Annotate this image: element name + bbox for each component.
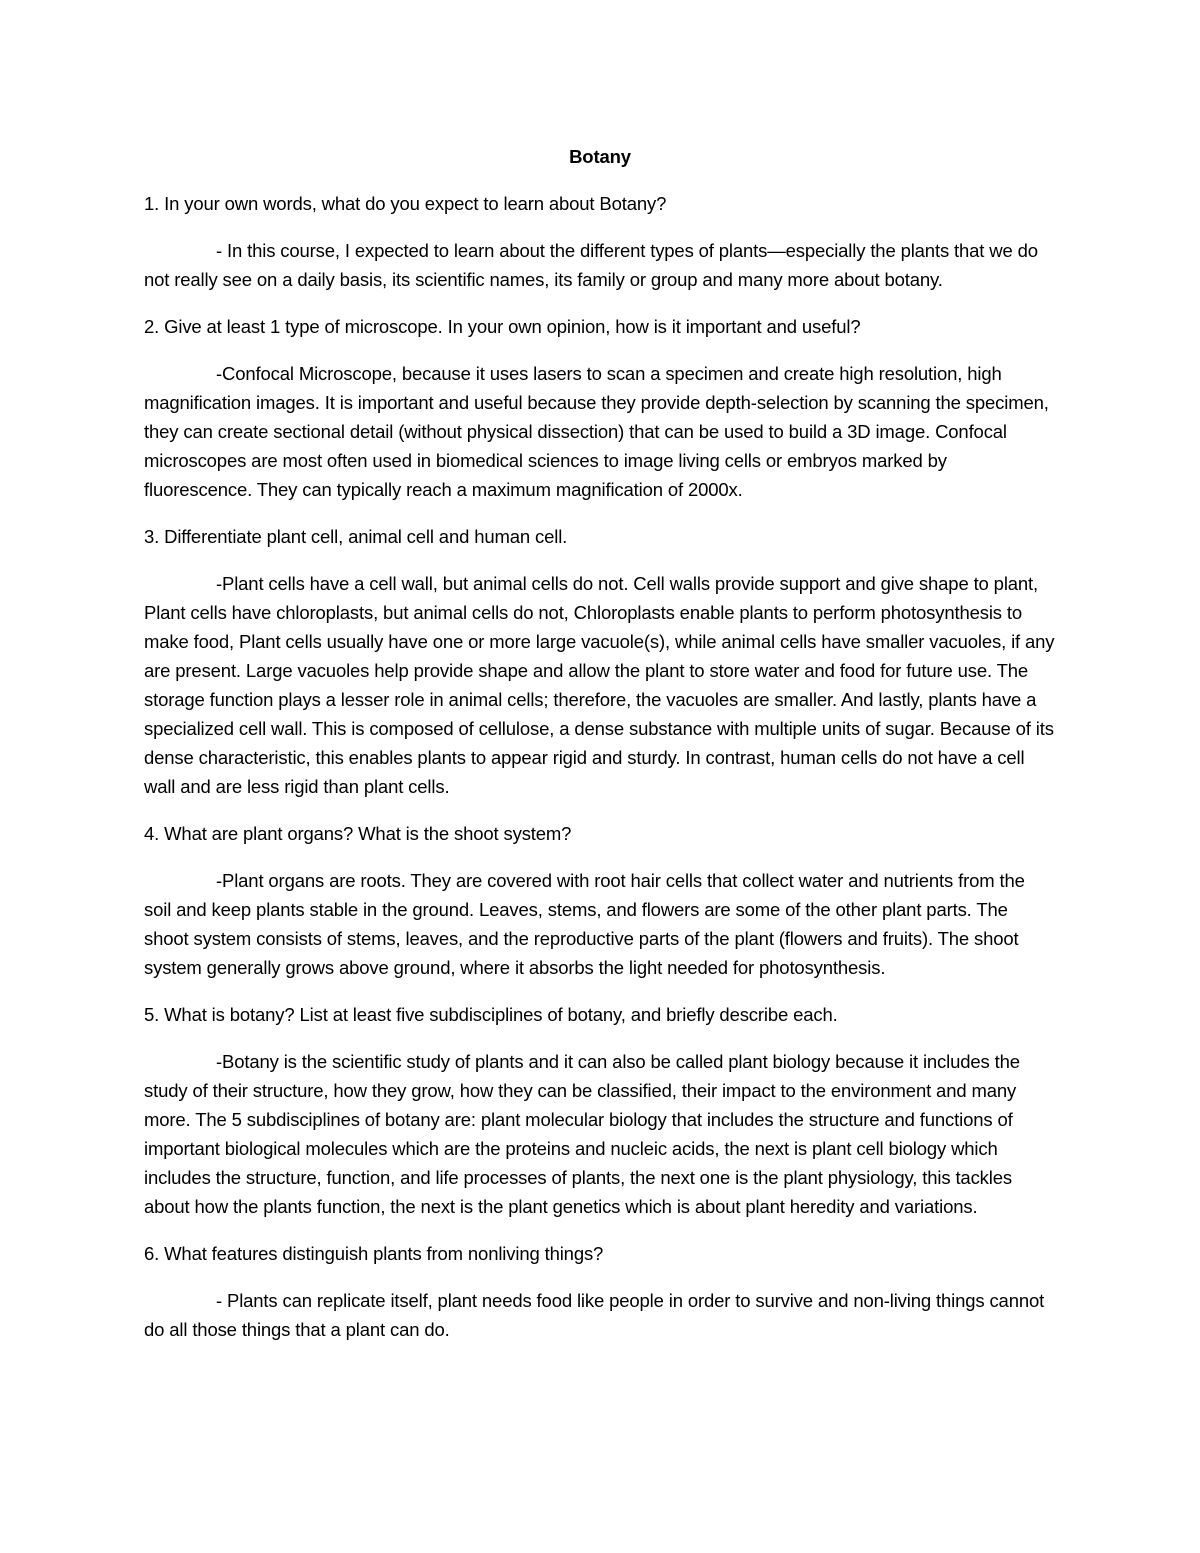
question-3: 3. Differentiate plant cell, animal cell and human cell. <box>144 526 568 547</box>
answer-2: -Confocal Microscope, because it uses lasers to scan a specimen and create high resolution, high magnification images. It is important and useful because they provide depth-selection by scanning the specimen, they can create sectional detail (without physical dissection) that can be used to build a 3D image. Confocal microscopes are most often used in biomedical sciences to image living cells or embryos marked by fluorescence. They can typically reach a maximum magnification of 2000x. <box>144 363 1049 500</box>
answer-1: - In this course, I expected to learn about the different types of plants—especially the plants that we do not really see on a daily basis, its scientific names, its family or group and many more about botany. <box>144 240 1038 290</box>
document-title: Botany <box>569 146 631 167</box>
answer-5: -Botany is the scientific study of plants and it can also be called plant biology because it includes the study of their structure, how they grow, how they can be classified, their impact to the environment and many more. The 5 subdisciplines of botany are: plant molecular biology that includes the structure and functions of important biological molecules which are the proteins and nucleic acids, the next is plant cell biology which includes the structure, function, and life processes of plants, the next one is the plant physiology, this tackles about how the plants function, the next is the plant genetics which is about plant heredity and variations. <box>144 1051 1020 1217</box>
question-6: 6. What features distinguish plants from nonliving things? <box>144 1243 604 1264</box>
question-1: 1. In your own words, what do you expect to learn about Botany? <box>144 193 667 214</box>
answer-4: -Plant organs are roots. They are covered with root hair cells that collect water and nutrients from the soil and keep plants stable in the ground. Leaves, stems, and flowers are some of the other plant parts. The shoot system consists of stems, leaves, and the reproductive parts of the plant (flowers and fruits). The shoot system generally grows above ground, where it absorbs the light needed for photosynthesis. <box>144 870 1025 978</box>
answer-6: - Plants can replicate itself, plant needs food like people in order to survive and non-living things cannot do all those things that a plant can do. <box>144 1290 1045 1340</box>
question-5: 5. What is botany? List at least five subdisciplines of botany, and briefly describe each. <box>144 1004 838 1025</box>
document-body <box>144 142 1056 1362</box>
question-4: 4. What are plant organs? What is the shoot system? <box>144 823 572 844</box>
question-2: 2. Give at least 1 type of microscope. In your own opinion, how is it important and useful? <box>144 316 861 337</box>
answer-3: -Plant cells have a cell wall, but animal cells do not. Cell walls provide support and give shape to plant, Plant cells have chloroplasts, but animal cells do not, Chloroplasts enable plants to perform photosynthesis to make food, Plant cells usually have one or more large vacuole(s), while animal cells have smaller vacuoles, if any are present. Large vacuoles help provide shape and allow the plant to store water and food for future use. The storage function plays a lesser role in animal cells; therefore, the vacuoles are smaller. And lastly, plants have a specialized cell wall. This is composed of cellulose, a dense substance with multiple units of sugar. Because of its dense characteristic, this enables plants to appear rigid and sturdy. In contrast, human cells do not have a cell wall and are less rigid than plant cells. <box>144 573 1055 797</box>
